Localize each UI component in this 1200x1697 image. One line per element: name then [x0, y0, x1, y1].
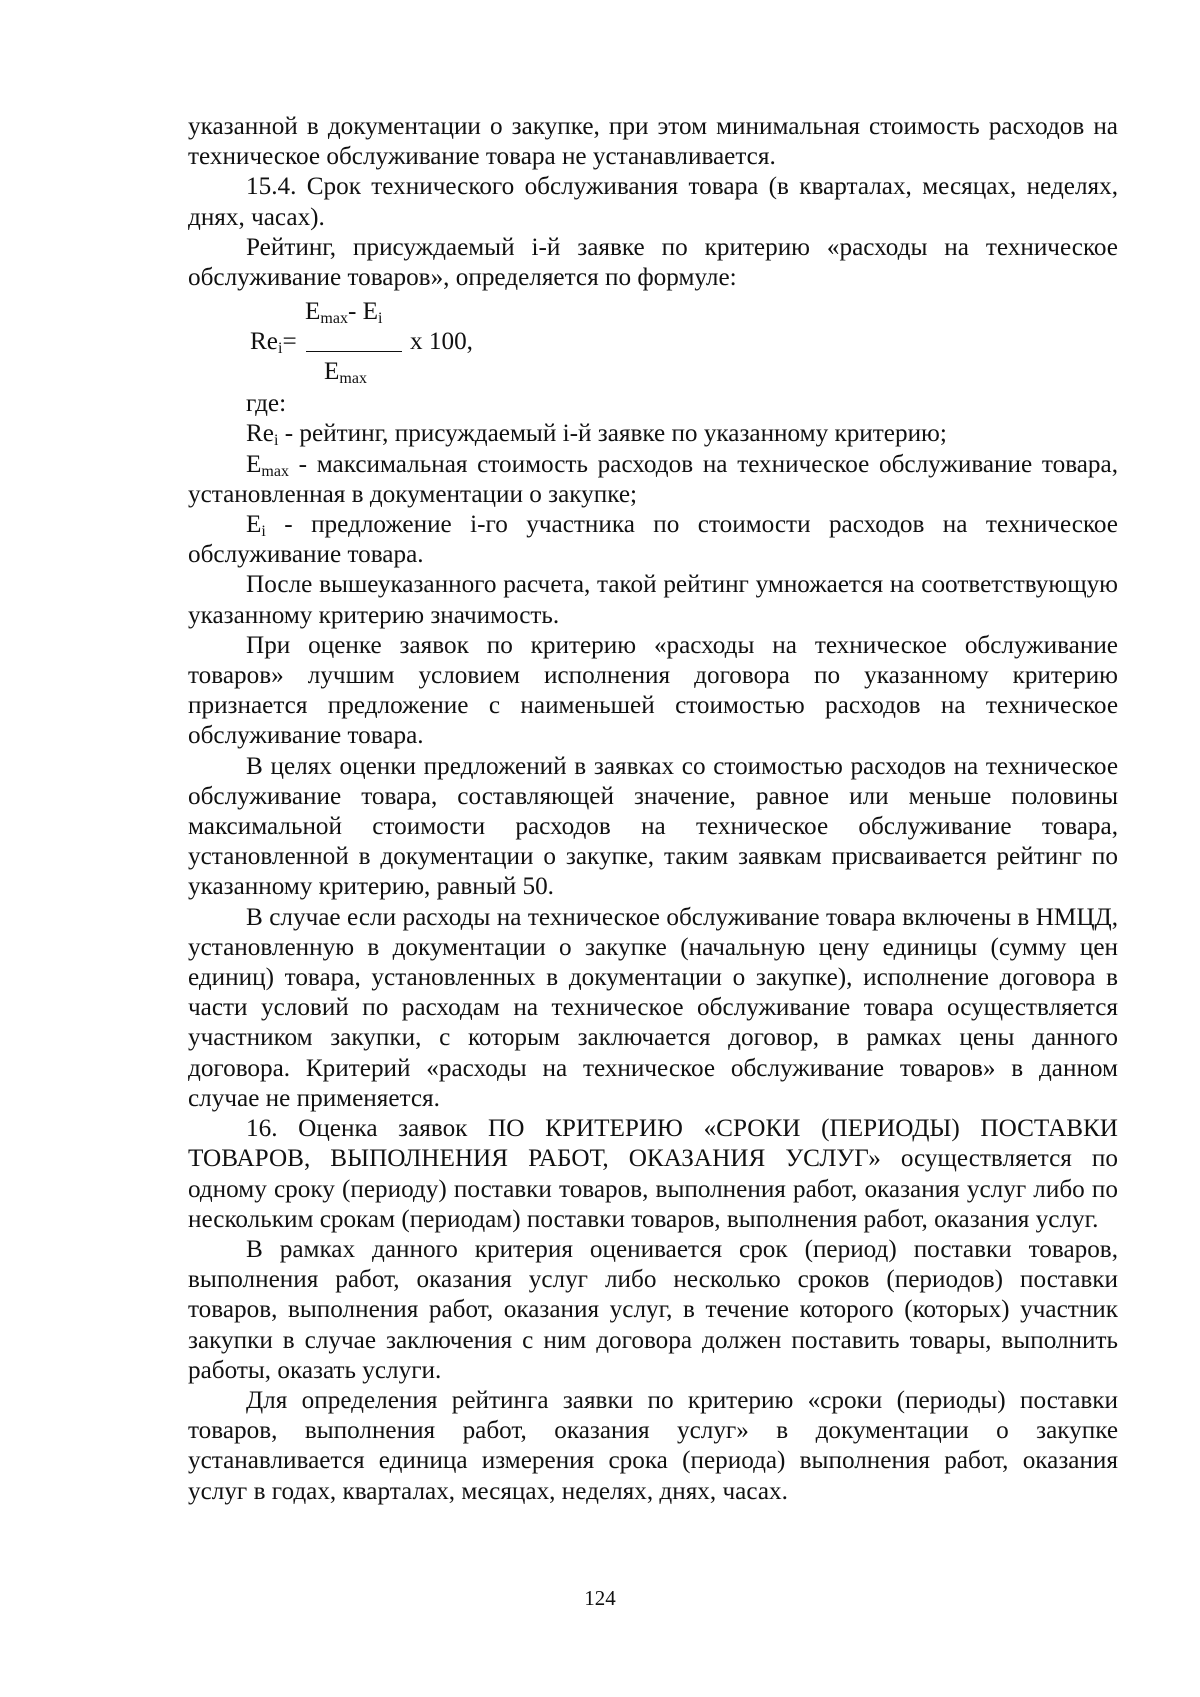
rating-formula [188, 297, 1118, 387]
paragraph-best-condition: При оценке заявок по критерию «расходы на техническое обслуживание товаров» лучшим условием исполнения договора по указанному критерию признается предложение с наименьшей стоимостью расходов на техническое обслуживание товара. [188, 631, 1118, 750]
paragraph-16: 16. Оценка заявок ПО КРИТЕРИЮ «СРОКИ (ПЕРИОДЫ) ПОСТАВКИ ТОВАРОВ, ВЫПОЛНЕНИЯ РАБОТ, ОКАЗАНИЯ УСЛУГ» осуществляется по одному сроку (периоду) поставки товаров, выполнения работ, оказания услуг либо по нескольким срокам (периодам) поставки товаров, выполнения работ, оказания услуг. [188, 1115, 1118, 1233]
formula-numerator: $E_{max}-$ $E_i$ [305, 298, 383, 328]
paragraph-nmcd: В случае если расходы на техническое обслуживание товара включены в НМЦД, установленную в документации о закупке (начальную цену единицы (сумму цен единиц) товара, установленных в документации о закупке), исполнение договора в части условий по расходам на техническое обслуживание товара осуществляется участником закупки, с которым заключается договор, в рамках цены данного договора. Критерий «расходы на техническое обслуживание товаров» в данном случае не применяется. [188, 903, 1118, 1112]
page-number: 124 [584, 1586, 616, 1610]
paragraph-unit-of-measure: Для определения рейтинга заявки по критерию «сроки (периоды) поставки товаров, выполнения работ, оказания услуг» в документации о закупке устанавливается единица измерения срока (периода) выполнения работ, оказания услуг в годах, кварталах, месяцах, неделях, днях, часах. [188, 1386, 1118, 1505]
where-label: где: [246, 390, 287, 418]
formula-multiplier: x 100, [410, 328, 473, 356]
formula-denominator: $E_{max}$ [324, 358, 367, 388]
document-page [188, 112, 1118, 1507]
definition-rei: $Re_i$ - рейтинг, присуждаемый i-й заявке по указанному критерию; [246, 420, 947, 450]
formula-lhs: $Re_i=$ [250, 328, 297, 358]
paragraph-continuation: указанной в документации о закупке, при этом минимальная стоимость расходов на техническое обслуживание товара не устанавливается. [188, 113, 1118, 171]
paragraph-15-4: 15.4. Срок технического обслуживания товара (в кварталах, месяцах, неделях, днях, часах). [188, 173, 1118, 231]
definition-ei: $E_i$ - предложение i-го участника по стоимости расходов на техническое обслуживание товара. [188, 511, 1118, 569]
paragraph-after-calc: После вышеуказанного расчета, такой рейтинг умножается на соответствующую указанному критерию значимость. [188, 571, 1118, 629]
paragraph-criterion-scope: В рамках данного критерия оценивается срок (период) поставки товаров, выполнения работ, оказания услуг либо несколько сроков (периодов) поставки товаров, выполнения работ, оказания услуг, в течение которого (которых) участник закупки в случае заключения с ним договора должен поставить товары, выполнить работы, оказать услуги. [188, 1235, 1118, 1384]
paragraph-half-cost: В целях оценки предложений в заявках со стоимостью расходов на техническое обслуживание товара, составляющей значение, равное или меньше половины максимальной стоимости расходов на техническое обслуживание товара, установленной в документации о закупке, таким заявкам присваивается рейтинг по указанному критерию, равный 50. [188, 752, 1118, 901]
formula-fraction-bar [306, 351, 402, 352]
paragraph-rating-formula-intro: Рейтинг, присуждаемый i-й заявке по критерию «расходы на техническое обслуживание товаров», определяется по формуле: [188, 233, 1118, 292]
definition-emax: $E_{max}$ - максимальная стоимость расходов на техническое обслуживание товара, установленная в документации о закупке; [188, 450, 1118, 508]
